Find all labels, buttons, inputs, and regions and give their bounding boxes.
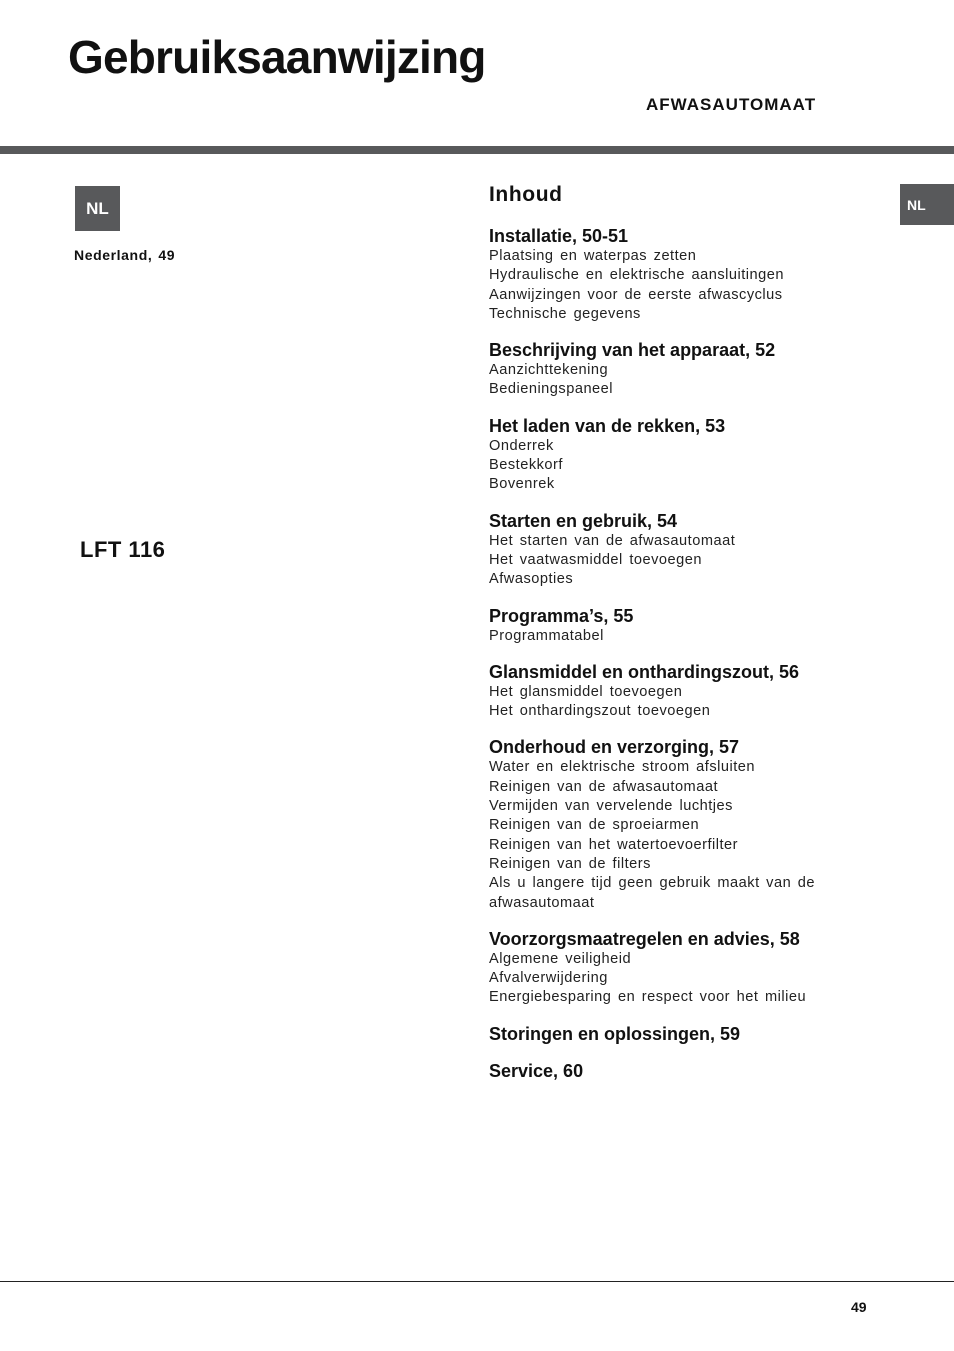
toc-section-title[interactable]: Glansmiddel en onthardingszout, 56 (489, 661, 800, 682)
toc-subitem[interactable]: Het starten van de afwasautomaat (489, 532, 736, 549)
toc-heading: Inhoud (489, 183, 563, 206)
toc-subitem[interactable]: Vermijden van vervelende luchtjes (489, 798, 733, 815)
language-page: 49 (158, 247, 176, 263)
toc-subitem[interactable]: Het glansmiddel toevoegen (489, 683, 683, 700)
product-type: AFWASAUTOMAAT (646, 95, 817, 114)
toc-sections (489, 225, 889, 1082)
toc-subitem[interactable]: Het onthardingszout toevoegen (489, 703, 711, 720)
toc-section (489, 1023, 889, 1045)
toc-subitem[interactable]: Algemene veiligheid (489, 950, 632, 967)
toc-subitem[interactable]: Onderrek (489, 437, 554, 454)
toc-section-title[interactable]: Installatie, 50-51 (489, 226, 629, 246)
header-divider (0, 146, 954, 154)
toc-subitem[interactable]: Aanwijzingen voor de eerste afwascyclus (489, 286, 783, 303)
toc-subitem[interactable]: Aanzichttekening (489, 362, 609, 379)
page-number: 49 (851, 1299, 867, 1315)
toc-section (489, 510, 889, 590)
language-badge: NL (75, 186, 120, 231)
toc-section (489, 605, 889, 646)
toc-section-title[interactable]: Storingen en oplossingen, 59 (489, 1023, 741, 1044)
toc-subitem[interactable]: Als u langere tijd geen gebruik maakt van de (489, 875, 815, 892)
toc-section (489, 339, 889, 400)
toc-subitem[interactable]: Bestekkorf (489, 457, 563, 474)
toc-subitem[interactable]: Technische gegevens (489, 305, 641, 322)
toc-section-title[interactable]: Starten en gebruik, 54 (489, 510, 678, 531)
toc-subitem[interactable]: Afwasopties (489, 571, 574, 588)
toc-subitem[interactable]: Water en elektrische stroom afsluiten (489, 759, 756, 776)
toc-section (489, 415, 889, 495)
table-of-contents (489, 180, 889, 1097)
toc-section-title[interactable]: Voorzorgsmaatregelen en advies, 58 (489, 928, 800, 949)
toc-section-title[interactable]: Beschrijving van het apparaat, 52 (489, 340, 776, 361)
toc-subitem[interactable]: afwasautomaat (489, 894, 595, 911)
toc-subitem[interactable]: Reinigen van de filters (489, 855, 651, 872)
toc-subitem[interactable]: Afvalverwijdering (489, 970, 608, 987)
toc-section-title[interactable]: Onderhoud en verzorging, 57 (489, 737, 740, 758)
toc-subitem[interactable]: Programmatabel (489, 627, 604, 644)
toc-subitem[interactable]: Plaatsing en waterpas zetten (489, 248, 697, 264)
toc-section (489, 225, 889, 324)
language-country: Nederland, (74, 247, 153, 263)
side-language-tab: NL (900, 184, 954, 225)
toc-section-title[interactable]: Service, 60 (489, 1060, 584, 1081)
toc-section-title[interactable]: Het laden van de rekken, 53 (489, 415, 726, 436)
toc-subitem[interactable]: Reinigen van de afwasautomaat (489, 778, 719, 795)
toc-subitem[interactable]: Hydraulische en elektrische aansluitingen (489, 267, 785, 284)
toc-section (489, 736, 889, 912)
toc-section (489, 661, 889, 722)
toc-subitem[interactable]: Reinigen van de sproeiarmen (489, 817, 700, 834)
toc-subitem[interactable]: Bedieningspaneel (489, 381, 614, 398)
language-index (74, 247, 175, 263)
toc-section (489, 928, 889, 1008)
toc-subitem[interactable]: Het vaatwasmiddel toevoegen (489, 551, 703, 568)
footer-divider (0, 1281, 954, 1282)
toc-subitem[interactable]: Energiebesparing en respect voor het milieu (489, 989, 807, 1006)
model-number: LFT 116 (80, 537, 166, 562)
page-title: Gebruiksaanwijzing (68, 31, 486, 83)
toc-subitem[interactable]: Reinigen van het watertoevoerfilter (489, 836, 739, 853)
toc-subitem[interactable]: Bovenrek (489, 476, 555, 493)
toc-section (489, 1060, 889, 1082)
toc-section-title[interactable]: Programma’s, 55 (489, 605, 634, 626)
